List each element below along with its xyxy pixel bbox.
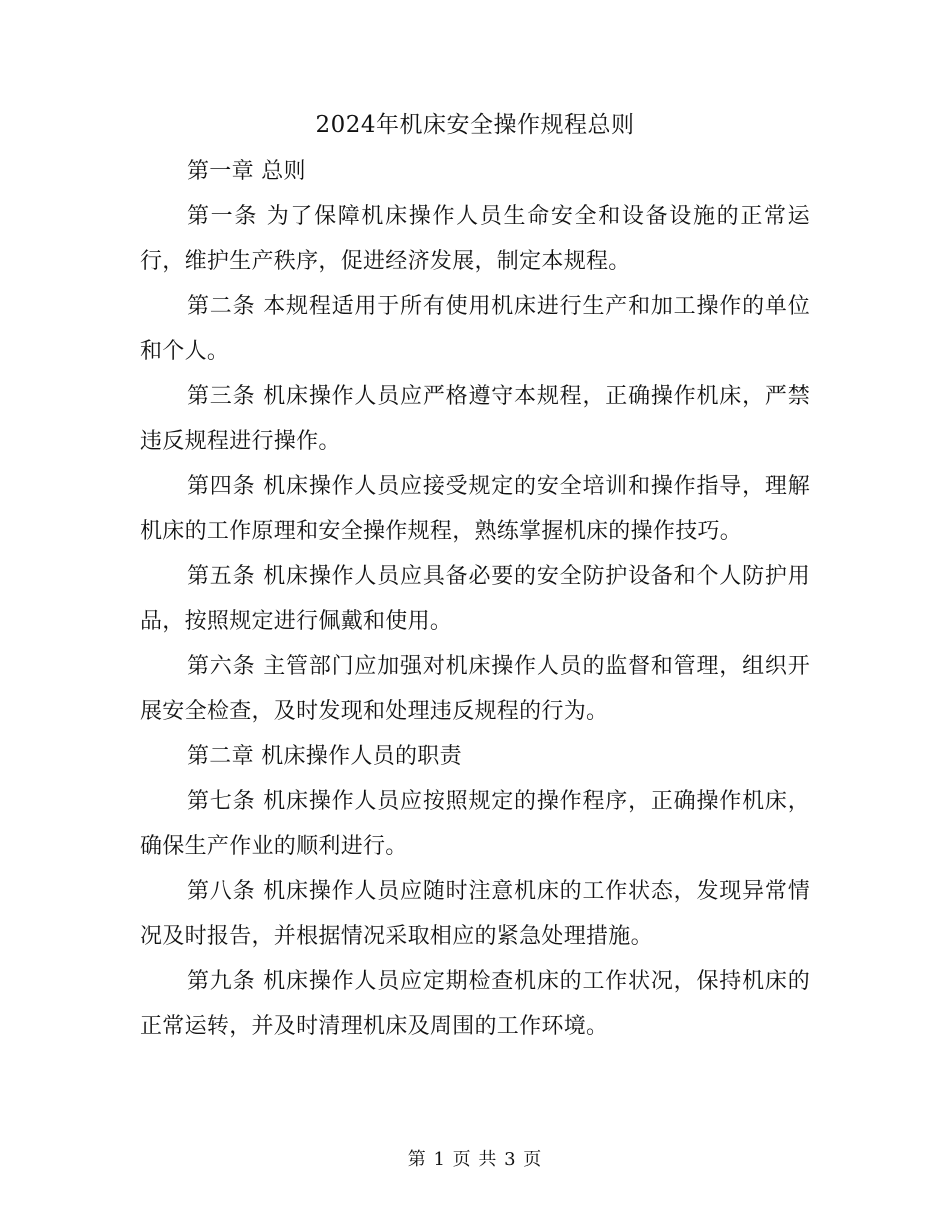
chapter-heading-2: 第二章 机床操作人员的职责: [187, 744, 462, 769]
article-7: 第七条 机床操作人员应按照规定的操作程序，正确操作机床，确保生产作业的顺利进行。: [140, 789, 810, 859]
chapter-heading-1: 第一章 总则: [187, 159, 306, 184]
article-1: 第一条 为了保障机床操作人员生命安全和设备设施的正常运行，维护生产秩序，促进经济发展，制定本规程。: [140, 204, 810, 274]
article-9: 第九条 机床操作人员应定期检查机床的工作状况，保持机床的正常运转，并及时清理机床及周围的工作环境。: [140, 969, 810, 1039]
document-body: [140, 149, 810, 1049]
document-title: 2024年机床安全操作规程总则: [315, 112, 635, 138]
article-4: 第四条 机床操作人员应接受规定的安全培训和操作指导，理解机床的工作原理和安全操作规程，熟练掌握机床的操作技巧。: [140, 474, 810, 544]
article-8: 第八条 机床操作人员应随时注意机床的工作状态，发现异常情况及时报告，并根据情况采取相应的紧急处理措施。: [140, 879, 810, 949]
article-2: 第二条 本规程适用于所有使用机床进行生产和加工操作的单位和个人。: [140, 294, 810, 364]
article-6: 第六条 主管部门应加强对机床操作人员的监督和管理，组织开展安全检查，及时发现和处理违反规程的行为。: [140, 654, 810, 724]
article-3: 第三条 机床操作人员应严格遵守本规程，正确操作机床，严禁违反规程进行操作。: [140, 384, 810, 454]
article-5: 第五条 机床操作人员应具备必要的安全防护设备和个人防护用品，按照规定进行佩戴和使用。: [140, 564, 810, 634]
page-footer: 第 1 页 共 3 页: [407, 1149, 543, 1170]
